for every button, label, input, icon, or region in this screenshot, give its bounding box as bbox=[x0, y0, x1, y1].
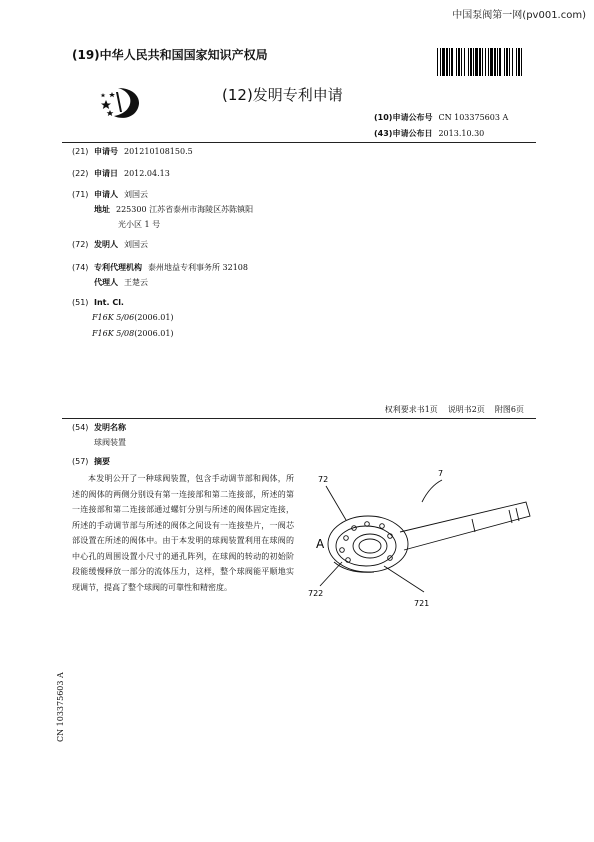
section-divider bbox=[62, 418, 536, 419]
inventor-field bbox=[72, 238, 148, 252]
ipc-class-code: F16K 5/08 bbox=[92, 329, 135, 338]
label-7: 7 bbox=[438, 469, 444, 478]
field-label: 地址 bbox=[94, 205, 110, 214]
ipc-class-code: F16K 5/06 bbox=[92, 313, 135, 322]
field-code: (57) bbox=[72, 457, 89, 466]
field-label: 专利代理机构 bbox=[94, 263, 142, 272]
publication-date-row bbox=[374, 128, 484, 139]
barcode bbox=[437, 48, 523, 76]
ipc-class-version: (2006.01) bbox=[134, 313, 174, 322]
field-value: 2012.04.13 bbox=[124, 169, 170, 178]
cnipa-emblem-logo bbox=[100, 84, 148, 122]
ipc-class-1 bbox=[92, 313, 174, 322]
field-label: 申请号 bbox=[94, 147, 118, 156]
document-type-title: (12)发明专利申请 bbox=[222, 86, 343, 104]
claims-pages: 权利要求书1页 bbox=[384, 405, 438, 414]
ipc-class-2 bbox=[92, 329, 174, 338]
ball-valve-drawing bbox=[304, 462, 540, 616]
publication-number-row bbox=[374, 112, 508, 123]
field-label: 发明名称 bbox=[94, 423, 126, 432]
site-watermark: 中国泵阀第一网(pv001.com) bbox=[452, 10, 586, 21]
description-pages: 说明书2页 bbox=[447, 405, 485, 414]
field-label: 发明人 bbox=[94, 240, 118, 249]
field-code: (74) bbox=[72, 263, 89, 272]
abstract-text: 本发明公开了一种球阀装置，包含手动调节部和阀体，所述的阀体的两侧分别设有第一连接部和第二连接部，所述的第一连接部和第二连接部通过螺钉分别与所述的阀体固定连接，所述的手动调节部与所述的阀体之间设有一连接垫片，一阀芯部设置在所述的阀体中。由于本发明的球阀装置利用在球阀的中心孔的周围设置小尺寸的通孔阵列，在球阀的转动的初始阶段能缓慢释放一部分的流体压力，这样，整个球阀能平顺地实现调节，提高了整个球阀的可靠性和精密度。 bbox=[72, 474, 294, 592]
int-cl-field bbox=[72, 296, 130, 310]
agent-field bbox=[94, 276, 148, 290]
field-code: (54) bbox=[72, 423, 89, 432]
field-value: 泰州地益专利事务所 32108 bbox=[148, 263, 248, 272]
invention-title: 球阀装置 bbox=[94, 438, 126, 447]
field-code: (72) bbox=[72, 240, 89, 249]
invention-title-heading bbox=[72, 421, 132, 435]
page-count-summary bbox=[375, 404, 524, 415]
address-line-2: 光小区 1 号 bbox=[118, 220, 161, 229]
field-value: 刘国云 bbox=[124, 240, 148, 249]
abstract-heading bbox=[72, 455, 116, 469]
field-label: 代理人 bbox=[94, 278, 118, 287]
side-publication-number: CN 103375603 A bbox=[56, 672, 65, 742]
field-code: (22) bbox=[72, 169, 89, 178]
field-code: (71) bbox=[72, 190, 89, 199]
address-field bbox=[94, 203, 253, 217]
pub-date-label: (43)申请公布日 bbox=[374, 129, 433, 138]
field-value: 王楚云 bbox=[124, 278, 148, 287]
pub-number-label: (10)申请公布号 bbox=[374, 113, 433, 122]
ipc-class-version: (2006.01) bbox=[134, 329, 174, 338]
field-value: 201210108150.5 bbox=[124, 147, 193, 156]
drawing-pages: 附图6页 bbox=[494, 405, 524, 414]
field-label: 摘要 bbox=[94, 457, 110, 466]
application-date-field bbox=[72, 167, 170, 181]
pub-date-value: 2013.10.30 bbox=[438, 129, 485, 138]
field-label: 申请人 bbox=[94, 190, 118, 199]
applicant-field bbox=[72, 188, 148, 202]
field-code: (21) bbox=[72, 147, 89, 156]
field-label: Int. Cl. bbox=[94, 298, 124, 307]
address-line-1: 225300 江苏省泰州市海陵区苏陈镇阳 bbox=[116, 205, 254, 214]
label-722: 722 bbox=[308, 589, 324, 598]
label-A: A bbox=[316, 537, 325, 551]
label-72: 72 bbox=[318, 475, 329, 484]
patent-office-name: (19)中华人民共和国国家知识产权局 bbox=[72, 48, 268, 62]
header-divider bbox=[62, 142, 536, 143]
field-code: (51) bbox=[72, 298, 89, 307]
label-721: 721 bbox=[414, 599, 430, 608]
agency-field bbox=[72, 261, 248, 275]
pub-number-value: CN 103375603 A bbox=[438, 113, 509, 122]
field-label: 申请日 bbox=[94, 169, 118, 178]
field-value: 刘国云 bbox=[124, 190, 148, 199]
application-number-field bbox=[72, 145, 193, 159]
